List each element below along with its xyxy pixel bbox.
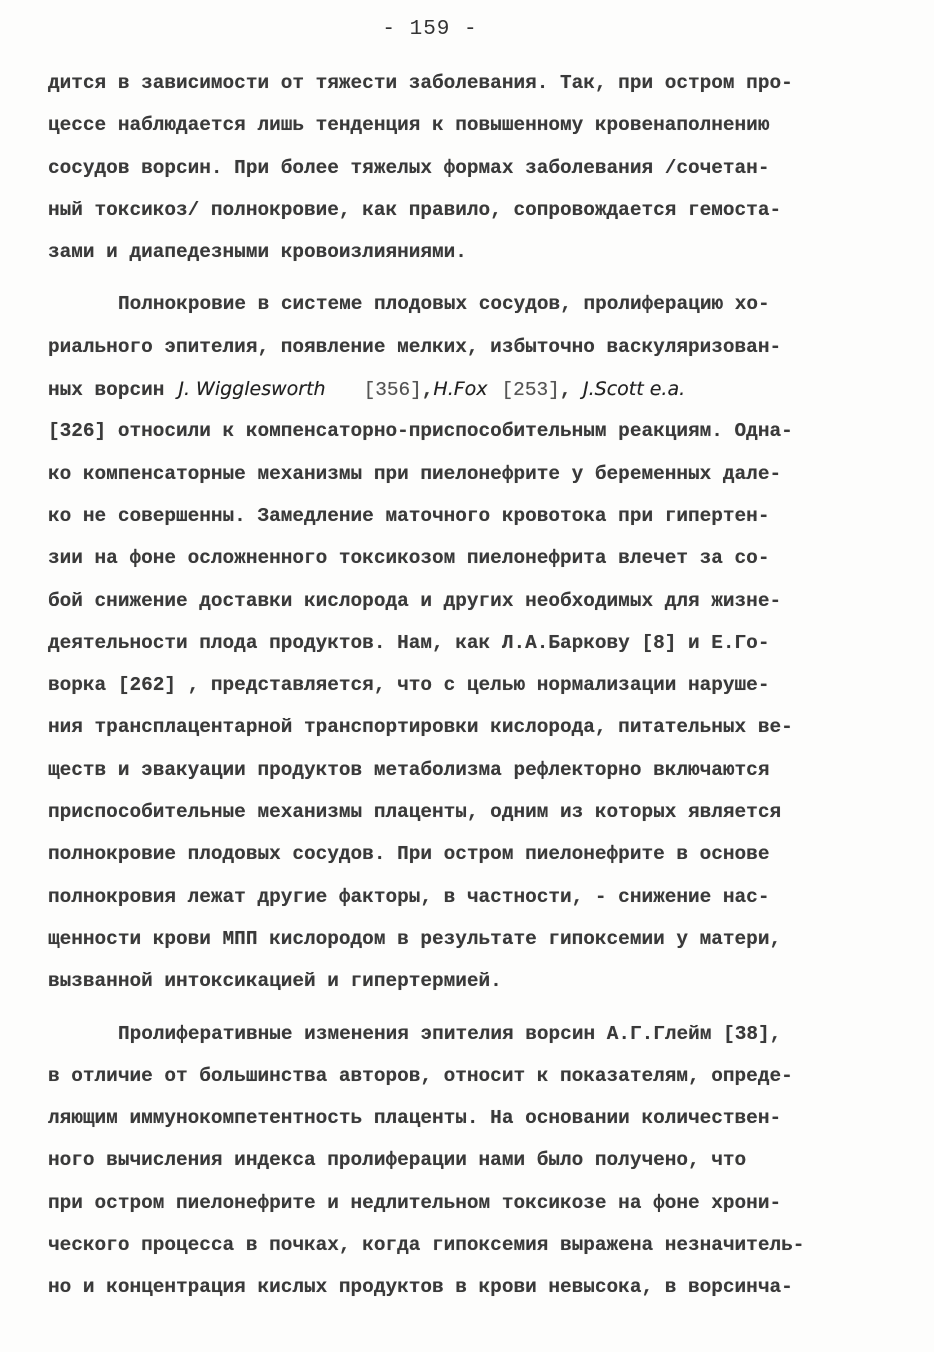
text-line: ческого процесса в почках, когда гипоксемия выражена незначитель- bbox=[48, 1234, 805, 1257]
text-span: Пролиферативные изменения эпителия ворсин А.Г.Глейм [38], bbox=[118, 1022, 782, 1045]
text-line: ворка [262] , представляется, что с целью нормализации наруше- bbox=[48, 674, 770, 697]
text-line: зии на фоне осложненного токсикозом пиелонефрита влечет за со- bbox=[48, 547, 770, 570]
paragraph-first-line bbox=[48, 283, 898, 325]
text-line: щенности крови МПП кислородом в результате гипоксемии у матери, bbox=[48, 927, 782, 950]
citation-line bbox=[48, 368, 898, 410]
text-line: ляющим иммунокомпетентность плаценты. На основании количествен- bbox=[48, 1107, 782, 1130]
reference-number: [356] bbox=[363, 379, 422, 402]
text-line: полнокровия лежат другие факторы, в частности, - снижение нас- bbox=[48, 885, 770, 908]
author-name: J. Wigglesworth bbox=[178, 378, 326, 401]
text-line: ко не совершенны. Замедление маточного кровотока при гипертен- bbox=[48, 504, 770, 527]
text-line: но и концентрация кислых продуктов в крови невысока, в ворсинча- bbox=[48, 1276, 793, 1299]
text-line: в отличие от большинства авторов, относит к показателям, опреде- bbox=[48, 1064, 793, 1087]
text-line: бой снижение доставки кислорода и других необходимых для жизне- bbox=[48, 589, 782, 612]
separator: , bbox=[559, 379, 572, 402]
reference-number: [253] bbox=[501, 379, 560, 402]
text-line: вызванной интоксикацией и гипертермией. bbox=[48, 970, 502, 993]
text-line: деятельности плода продуктов. Нам, как Л.А.Баркову [8] и Е.Го- bbox=[48, 631, 770, 654]
text-line: риального эпителия, появление мелких, избыточно васкуляризован- bbox=[48, 335, 782, 358]
page-number: - 159 - bbox=[382, 18, 478, 41]
text-line: дится в зависимости от тяжести заболевания. Так, при остром про- bbox=[48, 72, 793, 94]
text-line: ного вычисления индекса пролиферации нами было получено, что bbox=[48, 1149, 747, 1172]
body-text bbox=[48, 62, 898, 1309]
separator: , bbox=[421, 379, 434, 402]
text-span: ных ворсин bbox=[48, 379, 165, 402]
text-span: Полнокровие в системе плодовых сосудов, пролиферацию хо- bbox=[118, 293, 770, 316]
text-line: цессе наблюдается лишь тенденция к повышенному кровенаполнению bbox=[48, 114, 770, 137]
paragraph-first-line bbox=[48, 1013, 898, 1055]
text-line: сосудов ворсин. При более тяжелых формах заболевания /сочетан- bbox=[48, 156, 770, 179]
text-line: ния трансплацентарной транспортировки кислорода, питательных ве- bbox=[48, 716, 793, 739]
text-line: ко компенсаторные механизмы при пиелонефрите у беременных дале- bbox=[48, 462, 782, 485]
text-line: зами и диапедезными кровоизлияниями. bbox=[48, 241, 467, 264]
text-line: полнокровие плодовых сосудов. При остром пиелонефрите в основе bbox=[48, 843, 770, 866]
author-name: J.Scott e.a. bbox=[583, 378, 686, 401]
text-line: приспособительные механизмы плаценты, одним из которых является bbox=[48, 801, 782, 824]
text-line: при остром пиелонефрите и недлительном токсикозе на фоне хрони- bbox=[48, 1191, 782, 1214]
author-name: H.Fox bbox=[433, 378, 488, 401]
text-line: [326] относили к компенсаторно-приспособительным реакциям. Одна- bbox=[48, 420, 793, 443]
text-line: ный токсикоз/ полнокровие, как правило, сопровождается гемоста- bbox=[48, 198, 782, 221]
text-line: ществ и эвакуации продуктов метаболизма рефлекторно включаются bbox=[48, 758, 770, 781]
